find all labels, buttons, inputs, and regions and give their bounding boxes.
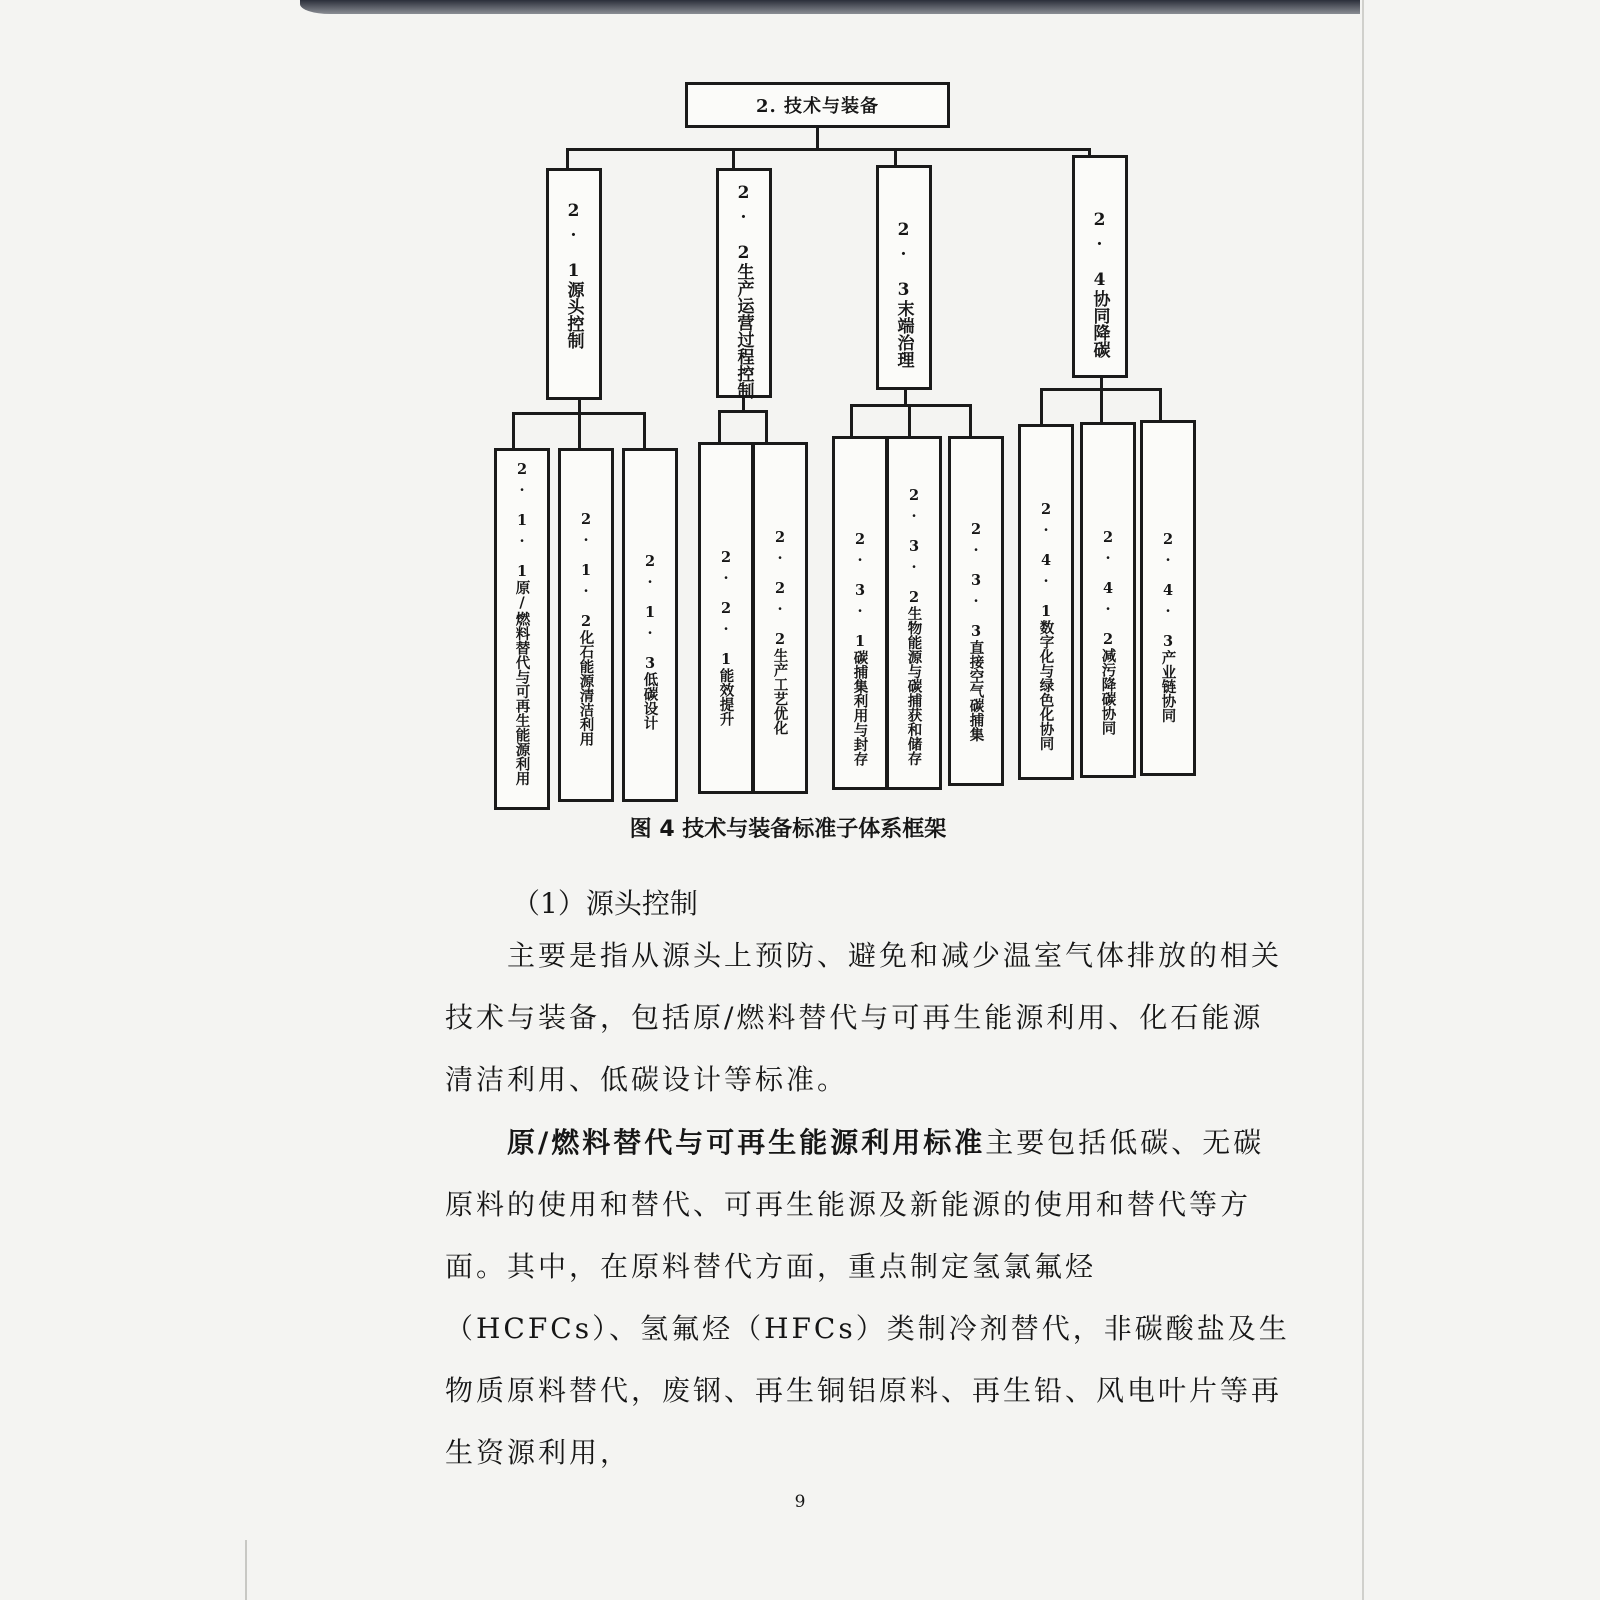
leaf-node	[1140, 420, 1196, 776]
branch-node-source-control	[546, 168, 602, 400]
leaf-node	[698, 442, 754, 794]
leaf-node-label: 2. 3. 3直接空气碳捕集	[967, 521, 985, 742]
connector	[566, 148, 569, 170]
connector	[1159, 388, 1162, 424]
connector	[718, 410, 721, 444]
leaf-node	[752, 442, 808, 794]
body-paragraph: 主要是指从源头上预防、避免和减少温室气体排放的相关技术与装备，包括原/燃料替代与可再生能源利用、化石能源清洁利用、低碳设计等标准。	[445, 939, 1283, 1096]
leaf-node-label: 2. 1. 2化石能源清洁利用	[577, 511, 595, 746]
leaf-node	[1080, 422, 1136, 778]
page-number: 9	[794, 1492, 806, 1512]
connector	[718, 410, 768, 413]
branch-node-label: 2. 3末端治理	[893, 220, 914, 368]
leaf-node-label: 2. 3. 2生物能源与碳捕获和储存	[905, 487, 923, 766]
root-node	[685, 82, 950, 128]
section-heading: （1）源头控制	[512, 887, 698, 920]
leaf-node	[622, 448, 678, 802]
branch-node-label: 2. 4协同降碳	[1089, 210, 1110, 358]
branch-node-synergy	[1072, 155, 1128, 378]
connector	[850, 404, 853, 438]
leaf-node	[832, 436, 888, 790]
page-edge-left	[245, 1540, 247, 1600]
branch-node-label: 2. 2生产运营过程控制	[733, 183, 754, 399]
leaf-node-label: 2. 4. 1数字化与绿色化协同	[1037, 501, 1055, 751]
branch-node-process-control	[716, 168, 772, 398]
branch-node-end-treatment	[876, 165, 932, 390]
root-node-label: 2. 技术与装备	[755, 96, 880, 117]
connector	[765, 410, 768, 444]
leaf-node	[494, 448, 550, 810]
body-paragraph	[445, 1112, 1290, 1484]
leaf-node-label: 2. 1. 1原/燃料替代与可再生能源利用	[513, 461, 531, 786]
leaf-node-label: 2. 1. 3低碳设计	[641, 553, 659, 730]
leaf-node-label: 2. 3. 1碳捕集利用与封存	[851, 531, 869, 766]
paragraph-text: 主要包括低碳、无碳原料的使用和替代、可再生能源及新能源的使用和替代等方面。其中，在原料替代方面，重点制定氢氯氟烃（HCFCs）、氢氟烃（HFCs）类制冷剂替代，非碳酸盐及生物质原料替代，废钢、再生铜铝原料、再生铅、风电叶片等再生资源利用，	[445, 1126, 1290, 1469]
connector	[969, 404, 972, 438]
leaf-node-label: 2. 2. 1能效提升	[717, 549, 735, 726]
connector	[850, 404, 972, 407]
connector	[566, 148, 1090, 151]
connector	[732, 148, 735, 170]
leaf-node-label: 2. 2. 2生产工艺优化	[771, 529, 789, 735]
connector	[578, 412, 581, 450]
branch-node-label: 2. 1源头控制	[563, 201, 584, 349]
leaf-node	[558, 448, 614, 802]
leaf-node	[1018, 424, 1074, 780]
connector	[643, 412, 646, 450]
page-edge	[1362, 0, 1364, 1600]
leaf-node	[948, 436, 1004, 786]
figure-caption: 图 4 技术与装备标准子体系框架	[629, 817, 947, 842]
connector	[1100, 388, 1103, 424]
connector	[512, 412, 515, 450]
leaf-node	[886, 436, 942, 790]
emphasis-term: 原/燃料替代与可再生能源利用标准	[507, 1126, 986, 1159]
leaf-node-label: 2. 4. 2减污降碳协同	[1099, 529, 1117, 735]
connector	[908, 404, 911, 438]
scan-top-shadow	[300, 0, 1360, 14]
connector	[816, 128, 819, 150]
connector	[1040, 388, 1043, 424]
leaf-node-label: 2. 4. 3产业链协同	[1159, 531, 1177, 723]
